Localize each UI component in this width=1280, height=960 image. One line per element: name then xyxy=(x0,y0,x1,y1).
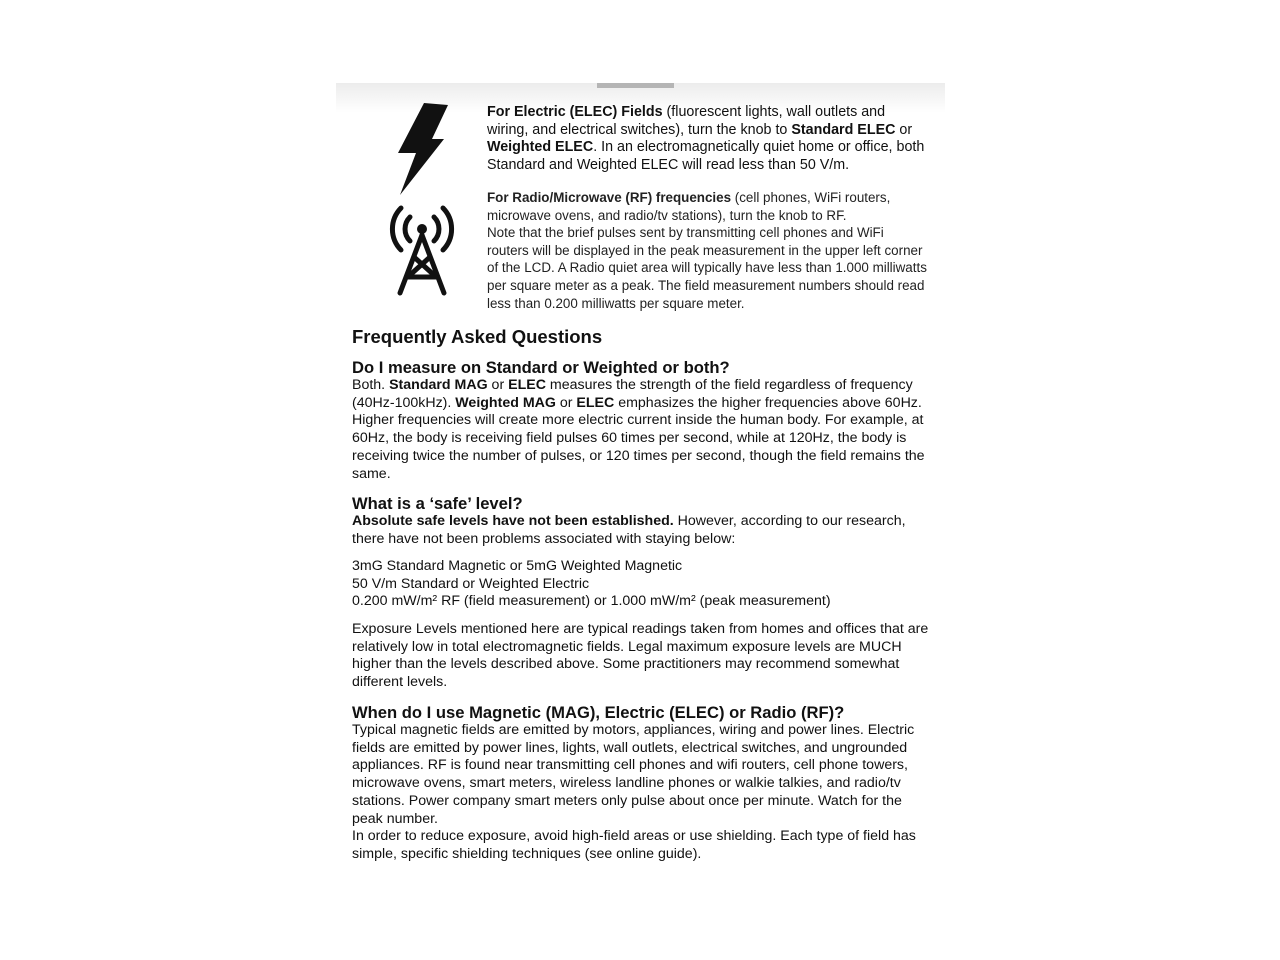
exposure-note: Exposure Levels mentioned here are typical readings taken from homes and offices that are relatively low in total electromagnetic fields. Legal maximum exposure levels are MUCH higher than the levels described above. Some practitioners may recommend somewhat different levels. xyxy=(352,621,929,691)
answer-bold: Weighted MAG xyxy=(455,394,556,411)
answer-text: In order to reduce exposure, avoid high-field areas or use shielding. Each type of field has simple, specific shielding techniques (see online guide). xyxy=(352,828,916,862)
elec-text-2: or xyxy=(895,121,913,138)
answer-text: Both. xyxy=(352,377,390,393)
answer-text: or xyxy=(487,377,509,393)
faq-question-standard-weighted xyxy=(352,358,932,483)
rf-text-2: Note that the brief pulses sent by transmitting cell phones and WiFi routers will be displayed in the peak measurement in the upper left corner of the LCD. A Radio quiet area will typically have less than 1.000 milliwatts per square meter as a peak. The field measurement numbers should read less than 0.200 milliwatts per square meter. xyxy=(487,225,927,311)
level-item: 0.200 mW/m² RF (field measurement) or 1.000 mW/m² (peak measurement) xyxy=(352,593,831,610)
rf-text-1: (cell phones, WiFi routers, microwave ovens, and radio/tv stations), turn the knob to RF. xyxy=(487,190,891,223)
answer-text: Typical magnetic fields are emitted by motors, appliances, wiring and power lines. Electric fields are emitted by power lines, lights, wall outlets, electrical switches, and ungrounded appliances. RF is found near transmitting cell phones and wifi routers, cell phone towers, microwave ovens, smart meters, wireless landline phones or walkie talkies, and radio/tv stations. Power company smart meters only pulse about once per minute. Watch for the peak number. xyxy=(352,722,915,827)
answer-bold: ELEC xyxy=(576,394,615,411)
elec-lead: For Electric (ELEC) Fields xyxy=(487,104,663,120)
faq-answer xyxy=(352,722,932,864)
radio-tower-icon xyxy=(386,201,458,297)
rf-instructions xyxy=(487,189,927,312)
answer-text: However, according to our research, there have not been problems associated with staying below: xyxy=(352,513,906,547)
safe-levels-list xyxy=(352,558,932,611)
scroll-indicator[interactable] xyxy=(597,83,674,88)
faq-answer xyxy=(352,377,932,483)
answer-text: measures the strength of the field regardless of frequency (40Hz-100kHz). xyxy=(352,377,913,411)
faq-heading: What is a ‘safe’ level? xyxy=(352,494,523,513)
faq-title: Frequently Asked Questions xyxy=(352,326,603,347)
elec-weighted-label: Weighted ELEC xyxy=(487,139,594,156)
document-page xyxy=(336,83,945,883)
elec-standard-label: Standard ELEC xyxy=(791,121,896,138)
faq-question-safe-level xyxy=(352,494,932,548)
elec-text-1: (fluorescent lights, wall outlets and wiring, and electrical switches), turn the knob to xyxy=(487,104,886,138)
elec-text-3: . In an electromagnetically quiet home or office, both Standard and Weighted ELEC will read less than 50 V/m. xyxy=(487,139,925,173)
answer-text: or xyxy=(555,394,577,411)
level-item: 3mG Standard Magnetic or 5mG Weighted Magnetic xyxy=(352,558,683,574)
answer-bold: Absolute safe levels have not been established. xyxy=(352,513,674,529)
lightning-bolt-icon xyxy=(394,103,450,195)
faq-heading: Do I measure on Standard or Weighted or both? xyxy=(352,358,730,377)
level-item: 50 V/m Standard or Weighted Electric xyxy=(352,575,590,592)
answer-text: emphasizes the higher frequencies above 60Hz. Higher frequencies will create more electric current inside the human body. For example, at 60Hz, the body is receiving field pulses 60 times per second, while at 120Hz, the body is receiving twice the number of pulses, or 120 times per second, though the field remains the same. xyxy=(352,394,925,482)
answer-bold: ELEC xyxy=(508,377,546,393)
faq-answer xyxy=(352,513,932,548)
rf-lead: For Radio/Microwave (RF) frequencies xyxy=(487,190,732,205)
elec-instructions xyxy=(487,104,927,174)
answer-bold: Standard MAG xyxy=(389,377,488,393)
faq-question-mag-elec-rf xyxy=(352,703,932,864)
faq-heading: When do I use Magnetic (MAG), Electric (ELEC) or Radio (RF)? xyxy=(352,703,845,722)
